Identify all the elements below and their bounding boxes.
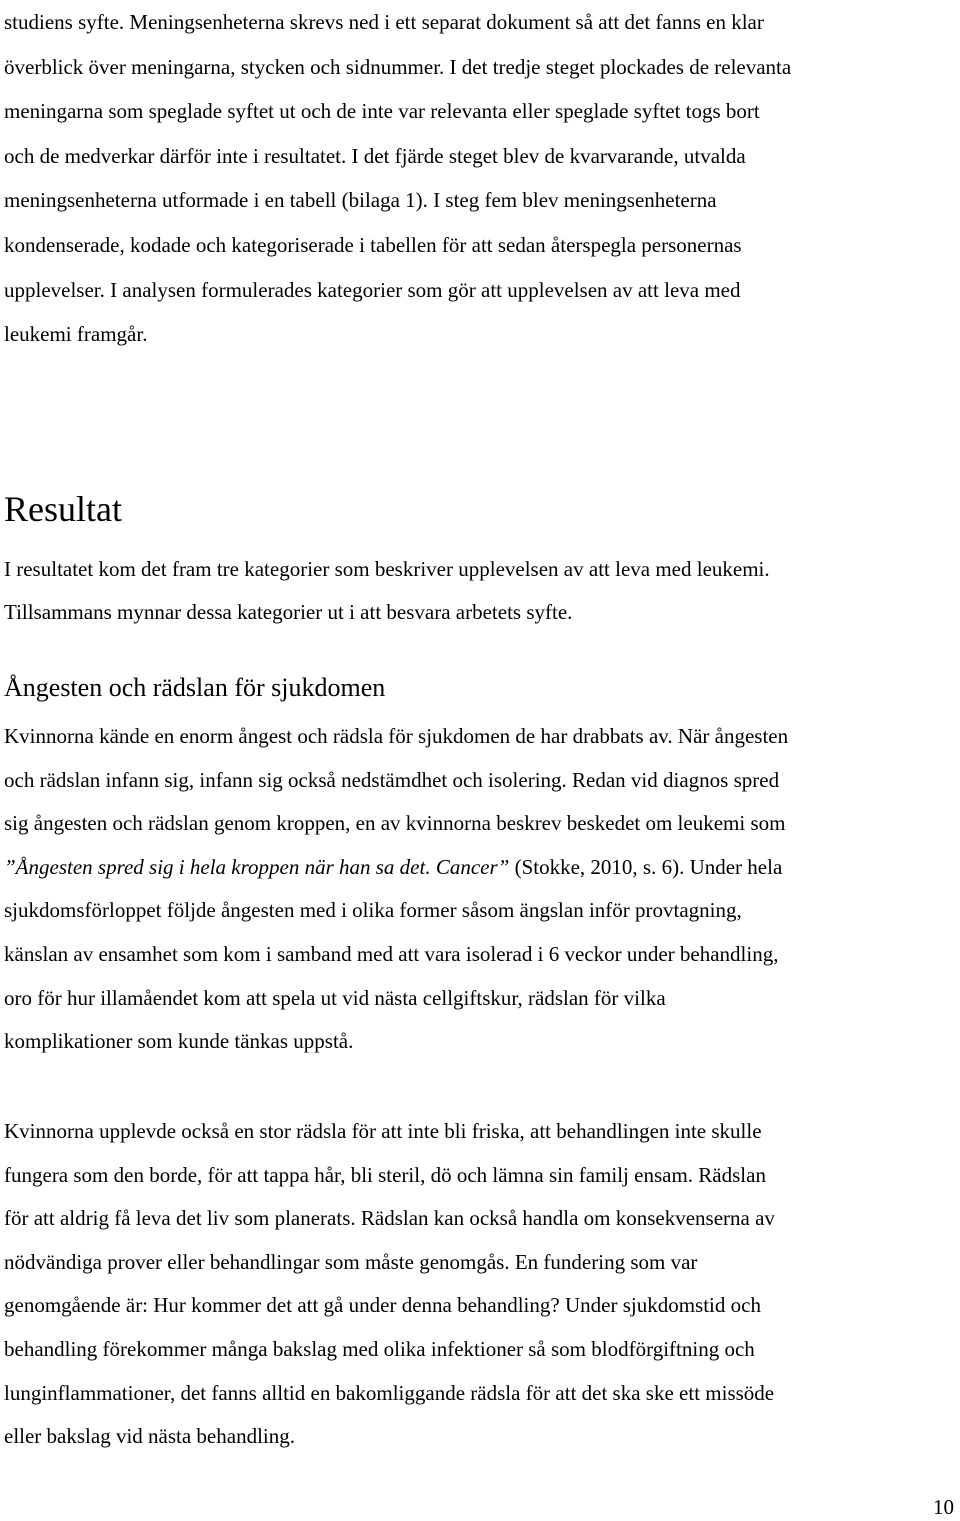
text-line: studiens syfte. Meningsenheterna skrevs ned i ett separat dokument så att det fanns en klar xyxy=(4,10,764,34)
text-line: leukemi framgår. xyxy=(4,322,148,347)
page-number: 10 xyxy=(933,1495,954,1519)
citation: (Stokke, 2010, s. 6). Under hela xyxy=(509,854,783,879)
text-line: upplevelser. I analysen formulerades kategorier som gör att upplevelsen av att leva med xyxy=(4,277,741,302)
text-line: överblick över meningarna, stycken och sidnummer. I det tredje steget plockades de relevanta xyxy=(4,54,792,79)
quote-line xyxy=(4,846,956,890)
text-line: sig ångesten och rädslan genom kroppen, en av kvinnorna beskrev beskedet om leukemi som xyxy=(4,811,786,836)
category-heading: Ångesten och rädslan för sjukdomen xyxy=(4,673,386,702)
text-line: lunginflammationer, det fanns alltid en bakomliggande rädsla för att det ska ske ett missöde xyxy=(4,1380,775,1405)
text-line: Kvinnorna kände en enorm ångest och rädsla för sjukdomen de har drabbats av. När ångesten xyxy=(4,724,789,748)
text-line: behandling förekommer många bakslag med olika infektioner så som blodförgiftning och xyxy=(4,1336,755,1361)
text-line: och de medverkar därför inte i resultatet. I det fjärde steget blev de kvarvarande, utvalda xyxy=(4,143,746,168)
text-line: kondenserade, kodade och kategoriserade i tabellen för att sedan återspegla personernas xyxy=(4,232,742,257)
text-line: komplikationer som kunde tänkas uppstå. xyxy=(4,1029,354,1054)
results-heading: Resultat xyxy=(4,489,122,529)
text-line: meningarna som speglade syftet ut och de inte var relevanta eller speglade syftet togs bort xyxy=(4,99,760,124)
text-line: meningsenheterna utformade i en tabell (bilaga 1). I steg fem blev meningsenheterna xyxy=(4,188,717,213)
text-line: oro för hur illamåendet kom att spela ut vid nästa cellgiftskur, rädslan för vilka xyxy=(4,985,666,1010)
category-paragraph xyxy=(4,715,956,1064)
fear-paragraph xyxy=(4,1110,956,1459)
text-line: för att aldrig få leva det liv som planerats. Rädslan kan också handla om konsekvenserna av xyxy=(4,1206,775,1231)
text-line: nödvändiga prover eller behandlingar som måste genomgås. En fundering som var xyxy=(4,1249,698,1274)
text-line: genomgående är: Hur kommer det att gå under denna behandling? Under sjukdomstid och xyxy=(4,1293,761,1318)
text-line: eller bakslag vid nästa behandling. xyxy=(4,1424,295,1449)
text-line: Kvinnorna upplevde också en stor rädsla för att inte bli friska, att behandlingen inte skulle xyxy=(4,1119,762,1143)
quote: ”Ångesten spred sig i hela kroppen när han sa det. Cancer” xyxy=(4,854,510,879)
text-line: och rädslan infann sig, infann sig också nedstämdhet och isolering. Redan vid diagnos spred xyxy=(4,767,780,792)
text-line: Tillsammans mynnar dessa kategorier ut i att besvara arbetets syfte. xyxy=(4,600,573,624)
text-line: sjukdomsförloppet följde ångesten med i olika former såsom ängslan inför provtagning, xyxy=(4,898,742,923)
results-intro-paragraph xyxy=(4,548,956,634)
text-line: känslan av ensamhet som kom i samband med att vara isolerad i 6 veckor under behandling, xyxy=(4,941,779,966)
text-line: fungera som den borde, för att tappa hår, bli steril, dö och lämna sin familj ensam. Rädslan xyxy=(4,1162,766,1187)
method-paragraph xyxy=(4,0,956,357)
text-line: I resultatet kom det fram tre kategorier som beskriver upplevelsen av att leva med leukemi. xyxy=(4,557,770,581)
